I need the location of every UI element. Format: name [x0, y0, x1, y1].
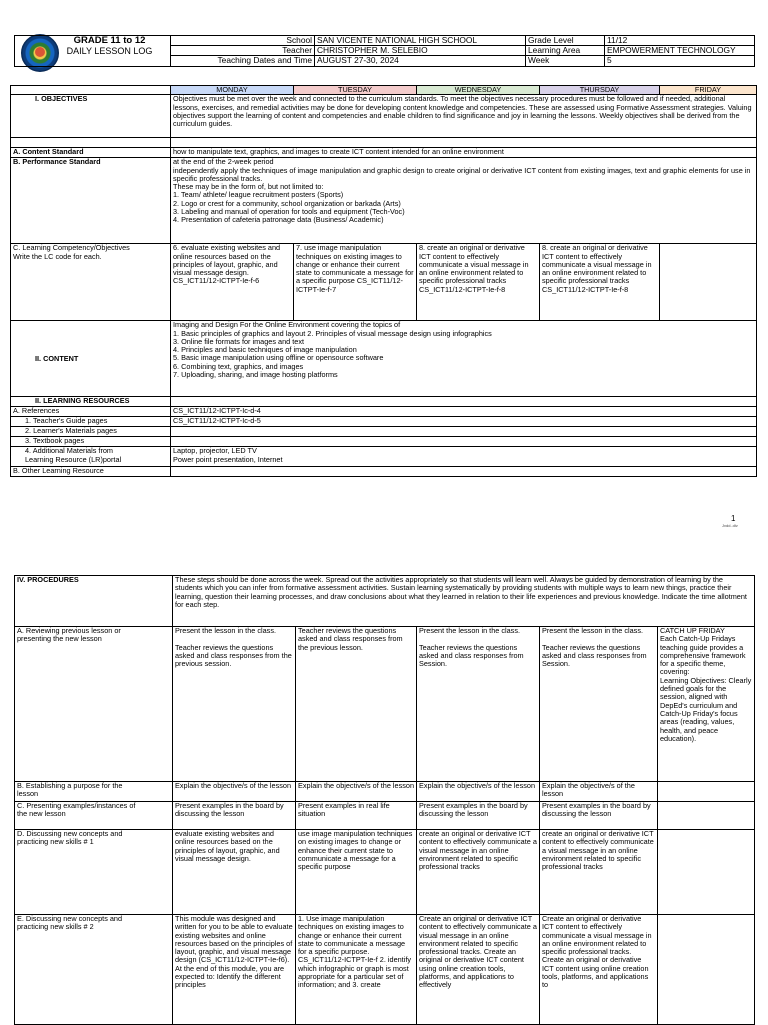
concepts-1-wednesday: create an original or derivative ICT content to effectively communicate a visual message in an online environment related to specific professional tracks [417, 830, 540, 915]
day-header-monday: MONDAY [171, 86, 294, 95]
objectives-text: Objectives must be met over the week and connected to the curriculum standards. To meet the objectives necessary procedures must be followed and if needed, additional lessons, exercises, and remedial activities may be done for developing content knowledge and competencies. These are assessed using Formative Assessment strategies. Valuing objectives support the learning of content and competencies and enable children to find significance and joy in learning the lessons. Weekly objectives shall be derived from the curriculum guides. [171, 95, 757, 138]
procedures-table [14, 575, 755, 1025]
additional-materials-label: 4. Additional Materials from Learning Resource (LR)portal [11, 447, 171, 467]
concepts-2-monday: This module was designed and written for you to be able to evaluate existing websites and online resources based on the principles of layout, graphic, and visual message design (CS_ICT11/12-ICTPT-Ie-f6). At the end of this module, you are expected to: Identify the different principles [173, 915, 296, 1025]
competency-tuesday: 7. use image manipulation techniques on existing images to change or enhance their current state to communicate a message for a specific purpose CS_ICT11/12-ICTPT-Ie-f-7 [294, 244, 417, 321]
examples-monday: Present examples in the board by discussing the lesson [173, 802, 296, 830]
examples-thursday: Present examples in the board by discussing the lesson [540, 802, 658, 830]
concepts-1-label: D. Discussing new concepts and practicing new skills # 1 [15, 830, 173, 915]
header-title-cell [15, 36, 171, 67]
purpose-thursday: Explain the objective/s of the lesson [540, 782, 658, 802]
review-lesson-tuesday: Teacher reviews the questions asked and class responses from the previous lesson. [296, 627, 417, 782]
header-title-line2: DAILY LESSON LOG [66, 46, 153, 56]
page-number: 1 [731, 514, 736, 523]
learning-resources-label: II. LEARNING RESOURCES [11, 397, 171, 407]
purpose-wednesday: Explain the objective/s of the lesson [417, 782, 540, 802]
competency-monday: 6. evaluate existing websites and online resources based on the principles of layout, graphic, and visual message design. CS_ICT11/12-ICTPT-Ie-f-6 [171, 244, 294, 321]
content-label: II. CONTENT [11, 321, 171, 397]
review-lesson-monday: Present the lesson in the class. Teacher reviews the questions asked and class responses from the previous session. [173, 627, 296, 782]
grade-level-value: 11/12 [605, 36, 755, 46]
teaching-dates-value: AUGUST 27-30, 2024 [315, 56, 526, 66]
concepts-1-tuesday: use image manipulation techniques on existing images to change or enhance their current state to communicate a message for a specific purpose [296, 830, 417, 915]
concepts-2-tuesday: 1. Use image manipulation techniques on existing images to change or enhance their current state to communicate a message for a specific purpose. CS_ICT11/12-ICTPT-Ie-f 2. identify which infographic or graph is most appropriate for a particular set of information; and 3. create [296, 915, 417, 1025]
references-value: CS_ICT11/12-ICTPT-Ic-d-4 [171, 407, 757, 417]
teachers-guide-label: 1. Teacher's Guide pages [11, 417, 171, 427]
concepts-1-thursday: create an original or derivative ICT content to effectively communicate a visual message in an online environment related to specific professional tracks [540, 830, 658, 915]
header-table [14, 35, 755, 67]
day-header-friday: FRIDAY [660, 86, 757, 95]
concepts-2-label: E. Discussing new concepts and practicing new skills # 2 [15, 915, 173, 1025]
performance-standard-label: B. Performance Standard [11, 158, 171, 244]
teacher-label: Teacher [171, 46, 315, 56]
day-header-thursday: THURSDAY [540, 86, 660, 95]
purpose-monday: Explain the objective/s of the lesson [173, 782, 296, 802]
concepts-2-thursday: Create an original or derivative ICT content to effectively communicate a visual message in an online environment related to specific professional tracks. Create an original or derivative ICT content using online creation tools, platforms, and applications to [540, 915, 658, 1025]
examples-wednesday: Present examples in the board by discussing the lesson [417, 802, 540, 830]
lesson-log-table [10, 85, 757, 477]
performance-standard-text: at the end of the 2-week period independently apply the techniques of image manipulation and graphic design to create original or derivative ICT content from existing images, text and graphic elements for use in specific professional tracks. These may be in the form of, but not limited to: 1. Team/ athlete/ league recruitment posters (Sports) 2. Logo or crest for a community, school organization or barkada (Arts) 3. Labeling and manual of operation for tools and equipment (Tech-Voc) 4. Presentation of cafeteria patronage data (Business/ Academic) [171, 158, 757, 244]
procedures-intro: These steps should be done across the week. Spread out the activities appropriately so that students will learn well. Always be guided by demonstration of learning by the students which you can infer from formative assessment activities. Sustain learning systematically by providing students with multiple ways to learn new things, practice their learning, question their learning processes, and draw conclusions about what they learned in relation to their life experiences and previous knowledge. Indicate the time allotment for each step. [173, 576, 755, 627]
additional-materials-value: Laptop, projector, LED TV Power point presentation, Internet [171, 447, 757, 467]
teachers-guide-value: CS_ICT11/12-ICTPT-Ic-d-5 [171, 417, 757, 427]
competency-wednesday: 8. create an original or derivative ICT content to effectively communicate a visual message in an online environment related to specific professional tracks CS_ICT11/12-ICTPT-Ie-f-8 [417, 244, 540, 321]
learning-area-label: Learning Area [526, 46, 605, 56]
textbook-pages-label: 3. Textbook pages [11, 437, 171, 447]
concepts-1-monday: evaluate existing websites and online resources based on the principles of layout, graphic, and visual message design. [173, 830, 296, 915]
learners-materials-label: 2. Learner's Materials pages [11, 427, 171, 437]
concepts-2-wednesday: Create an original or derivative ICT content to effectively communicate a visual message in an online environment related to specific professional tracks. Create an original or derivative ICT content using online creation tools, platforms, and applications to effectively [417, 915, 540, 1025]
grade-level-label: Grade Level [526, 36, 605, 46]
review-lesson-label: A. Reviewing previous lesson or presenting the new lesson [15, 627, 173, 782]
competency-label: C. Learning Competency/Objectives Write the LC code for each. [11, 244, 171, 321]
school-value: SAN VICENTE NATIONAL HIGH SCHOOL [315, 36, 526, 46]
review-lesson-thursday: Present the lesson in the class. Teacher reviews the questions asked and class responses from Session. [540, 627, 658, 782]
header-title-line1: GRADE 11 to 12 [73, 35, 146, 46]
learning-area-value: EMPOWERMENT TECHNOLOGY [605, 46, 755, 56]
review-lesson-wednesday: Present the lesson in the class. Teacher reviews the questions asked and class responses from Session. [417, 627, 540, 782]
content-text: Imaging and Design For the Online Environment covering the topics of 1. Basic principles of graphics and layout 2. Principles of visual message design using infographics 3. Online file formats for images and text 4. Principles and basic techniques of image manipulation 5. Basic image manipulation using offline or opensource software 6. Combining text, graphics, and images 7. Uploading, sharing, and image hosting platforms [171, 321, 757, 397]
other-resources-label: B. Other Learning Resource [11, 467, 171, 477]
examples-label: C. Presenting examples/instances of the new lesson [15, 802, 173, 830]
teacher-value: CHRISTOPHER M. SELEBIO [315, 46, 526, 56]
school-label: School [171, 36, 315, 46]
teaching-dates-label: Teaching Dates and Time [171, 56, 315, 66]
examples-tuesday: Present examples in real life situation [296, 802, 417, 830]
week-label: Week [526, 56, 605, 66]
competency-thursday: 8. create an original or derivative ICT content to effectively communicate a visual message in an online environment related to specific professional tracks CS_ICT11/12-ICTPT-Ie-f-8 [540, 244, 660, 321]
references-label: A. References [11, 407, 171, 417]
objectives-label: I. OBJECTIVES [11, 95, 171, 138]
content-standard-text: how to manipulate text, graphics, and images to create ICT content intended for an online environment [171, 148, 757, 158]
purpose-tuesday: Explain the objective/s of the lesson [296, 782, 417, 802]
day-header-tuesday: TUESDAY [294, 86, 417, 95]
procedures-label: IV. PROCEDURES [15, 576, 173, 627]
purpose-label: B. Establishing a purpose for the lesson [15, 782, 173, 802]
week-value: 5 [605, 56, 755, 66]
catch-up-friday: CATCH UP FRIDAY Each Catch-Up Fridays teaching guide provides a comprehensive framework for a specific theme, covering: Learning Objectives: Clearly defined goals for the session, aligned with DepEd's curriculum and Catch-Up Friday's focus areas (reading, values, health, and peace education). [658, 627, 755, 782]
page-footer-mark: Jvdd..dlv [722, 523, 738, 528]
day-header-wednesday: WEDNESDAY [417, 86, 540, 95]
content-standard-label: A. Content Standard [11, 148, 171, 158]
